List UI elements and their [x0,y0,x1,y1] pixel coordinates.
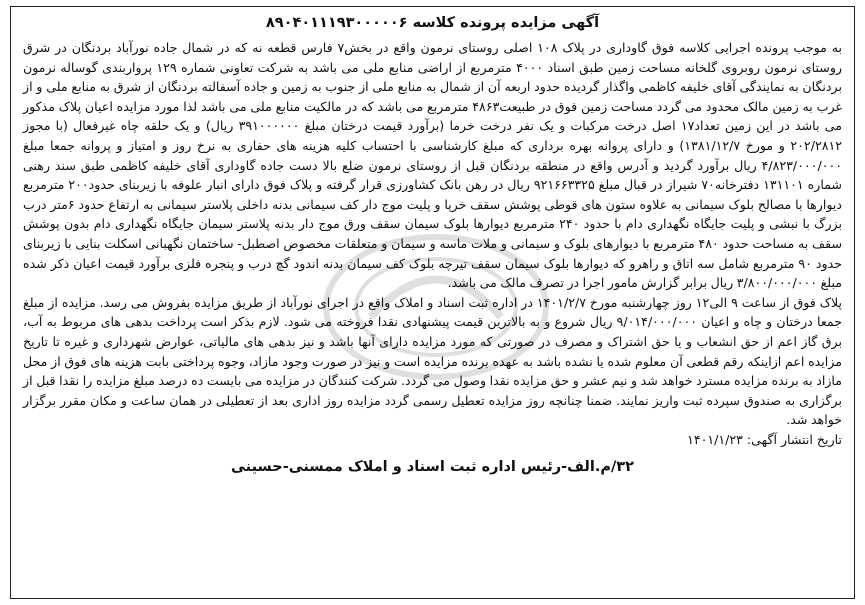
signature-line: ۳۲/م.الف-رئیس اداره ثبت اسناد و املاک ممسنی-حسینی [231,459,634,476]
notice-paragraph-description: به موجب پرونده اجرایی کلاسه فوق گاوداری در پلاک ۱۰۸ اصلی روستای نرمون واقع در بخش۷ فارس قطعه نه که در شمال جاده نورآباد بردنگان در شرق روستای نرمون روبروی گلخانه مساحت زمین طبق اسناد ۴۰۰۰ مترمربع از اراضی منابع ملی می باشد به شرکت تعاونی شماره ۱۲۹ پرواربندی گوساله نرمون بردنگان به نمایندگی آقای خلیفه کاظمی واگذار گردیده حدود اربعه آن از شمال به منابع ملی از جنوب به زمین و جاده آسفالته بردنگان از شرق به منابع ملی و از غرب به زمین مالک محدود می گردد مساحت زمین فوق در طبیعت۴۸۶۳ مترمربع می باشد که در مالکیت منابع ملی می باشد لذا مورد مزایده اعیان پلاک مذکور می باشد در این زمین تعداد۱۷ اصل درخت مرکبات و یک نفر درخت خرما (برآورد قیمت درختان مبلغ ۳۹۱۰۰۰۰۰۰ ریال) و یک حلقه چاه غیرفعال (با مجوز ۲۰۲/۲۸۱۲ و مورخ ۱۳۸۱/۱۲/۷) و دارای پروانه بهره برداری که مبلغ کارشناسی با احتساب کلیه هزینه های حفاری به نرخ روز و امتیاز و پروانه جمعا مبلغ ۴/۸۲۳/۰۰۰/۰۰۰ ریال برآورد گردید و آدرس واقع در منطقه بردنگان قبل از روستای نرمون ضلع بالا دست جاده گاوداری آقای خلیفه کاظمی طبق سند رهنی شماره ۱۳۱۱۰۱ دفترخانه۷۰ شیراز در قبال مبلغ ۹۲۱۶۶۳۳۲۵ ریال در رهن بانک کشاورزی قرار گرفته و پلاک فوق دارای انبار علوفه با زیربنای حدود۲۰۰ مترمربع دیوارها با مصالح بلوک سیمانی به علاوه ستون های قوطی پوشش سقف خرپا و پلیت موج دار کف سیمانی بدنه داخلی پلاستر سیمانی به ارتفاع حدود ۶متر درب بزرگ با نبشی و پلیت جایگاه نگهداری دام با حدود ۲۴۰ مترمربع دیوارها بلوک سیمان سقف ورق موج دار بدنه پلاستر سیمان جایگاه نگهداری دام بدون پوشش سقف به مساحت حدود ۴۸۰ مترمربع با دیوارهای بلوک و سیمانی و ملات ماسه و سیمان و متعلقات مخصوص اصطبل- ساختمان نگهبانی اسکلت بنایی با زیربنای حدود ۹۰ مترمربع شامل سه اتاق و راهرو که دیوارها بلوک سیمان سقف تیرچه بلوک کف سیمان بدنه اندود گچ درب و پنجره فلزی برآورد قیمت اعیان ذکر شده مبلغ ۳/۸۰۰/۰۰۰/۰۰۰ ریال برابر گزارش مامور اجرا در تصرف مالک می باشد. [23,40,842,291]
notice-paragraph-auction-terms: پلاک فوق از ساعت ۹ الی۱۲ روز چهارشنبه مورخ ۱۴۰۱/۲/۷ در اداره ثبت اسناد و املاک واقع در اجرای نورآباد از طریق مزایده بفروش می رسد. مزایده از مبلغ جمعا درختان و چاه و اعیان ۹/۰۱۴/۰۰۰/۰۰۰ ریال شروع و به بالاترین قیمت پیشنهادی نقدا فروخته می شود. لازم بذکر است پرداخت بدهی های مربوط به آب، برق گاز اعم از حق انشعاب و یا حق اشتراک و مصرف در صورتی که مورد مزایده دارای آنها باشد و نیز بدهی های مالیاتی، عوارض شهرداری و غیره تا تاریخ مزایده اعم ازاینکه رقم قطعی آن معلوم شده یا نشده باشد به عهده برنده مزایده است و نیز در صورت وجود مازاد، وجوه پرداختی بابت هزینه های فوق از محل مازاد به برنده مزایده مسترد خواهد شد و نیم عشر و حق مزایده نقدا وصول می گردد. شرکت کنندگان در مزایده می بایست ده درصد مبلغ مزایده را نقدا قبل از برگزاری به صندوق سپرده ثبت واریز نمایند. ضمنا چنانچه روز مزایده تعطیل رسمی گردد مزایده روز اداری بعد از تعطیلی در همان ساعت و مکان مقرر برگزار خواهد شد. [23,294,842,428]
publish-date: تاریخ انتشار آگهی: ۱۴۰۱/۱/۲۳ [687,431,842,447]
notice-frame [10,6,855,599]
notice-title: آگهی مزایده پرونده کلاسه ۸۹۰۴۰۱۱۱۹۳۰۰۰۰۰۶ [265,15,600,31]
